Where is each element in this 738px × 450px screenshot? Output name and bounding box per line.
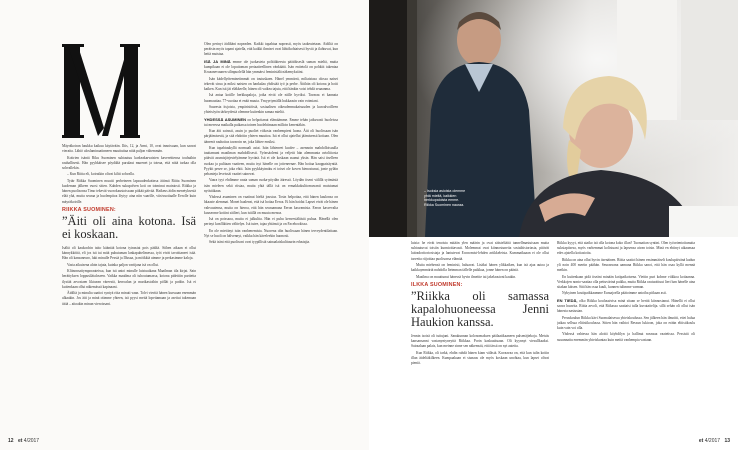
body-paragraph: Kun Riikka, oli tarkä, ehdin ruhdä hänen kiam välästä. Kuvaavaa on, että kun tulin kotiin illan äideltäkilkeen. Kumpaakaan ei siunaus ole myös koskaan unohtaa, kun lapset olivat pieniä. — [411, 350, 549, 366]
right-column-1 — [411, 241, 549, 437]
body-paragraph: Isän kädellyöteminetimmät on toutuskaen. Hänel ymmärrä, miltaistasa olossa naiset tekevät sirua ja miksi naisten on hankalaa yhdistää työ ja perhe. Äitihän oli kotona ja hoiti kaiken. Kun isä jäi eläkkeelle, hänen oli vaikea tajuta, että hänkin voisi tehdä seuaanma. — [204, 76, 338, 91]
issue-label: 4/2017 — [704, 438, 721, 444]
section-subhead: ISÄ JA MINÄ — [204, 58, 231, 64]
body-paragraph: Yhdessä vahtessa hän aloitti köyhdilyn ja hallinut nosnsaa vaatetissa. Pessistä oli suuunnattu enemmän yhteiskuntaa kuin meitä vanhempia vastaan. — [557, 332, 695, 342]
intro-paragraph-2: Kotirien isäntä Riku Suominen suhtautuu karkeakarvaisten kavereittensa touhuihin rauhallisesti. Hän pyyhkäisee pöydältä purulaut murenet ja toteaa, että niitä tarkaa olla sohvallekin. — [62, 155, 196, 170]
body-paragraph: Isältä oli kaukoohin taito kääntää kotona tyinasiat pois päältä. Siihen aikaan ei ollut kännykköitä, eli jos isä tai mitä puhutaman lankapuhelimessa, työt eivät tavoittaneet isää. Hän oli kansaneuro, luki minulle Pessiä ja Illusaa, ja möikkiä aimme ja perkasimme kaloja. — [62, 246, 196, 261]
body-paragraph: Peruskoulun Riikka kävi Suomalaisessa yhteiskoulussa. Sen jälkeen hän ilmoitti, ettei halua jatkaa sellsua elitistikoulussa. Sitten hän vaihtoi Ressun lukioon, joka on erään elitistikoulu kuin vain voi olla. — [557, 315, 695, 330]
section-subhead: YHDESSÄ ASUMINEN — [204, 116, 247, 122]
page-number: 13 — [724, 438, 730, 444]
body-paragraph: Jennin isoisä oli tuttujani. Sanakunnan kolonomaksen päälaatikaaneen palsenäjtekoja. Metsäs kansansanni vastanyntyneyttä Riikkaa. Porin kaskuaituaan. Oli kyynnyt viesullkaaksi. Sairaalaan palais, kun meinne sinne sen näkemstä, että tässä on nyt aatetta. — [411, 334, 549, 349]
body-paragraph: Vasta aikuisena aloin tajuta, kuinka paljon vartijana isä on ollut. — [67, 262, 159, 267]
section-lead-text: on helpottanut elämäämme. Emme tehän jatkuvasti huoleissa tai meressa maikalla paikassa toinen huolehtimaan milloin kenentäkin. — [204, 117, 338, 127]
body-paragraph: En kuitenkaan pidä itseäni minään kotipaikoisena. Viettin puri kohme viikkoa kotiaanna. Verkkojen nonto-saattaa olla pettuvärinä paikka, mutta Riikka rautuoittuut lieri ban hänelle aina sitakan kätsen. Sitä hän osaa kuuli, kunnen tulimme varman. — [557, 274, 695, 289]
intro-paragraph-1: Mäyräkoiran haukku kaikuu käytävään. Iltis, 12, ja Armi, 10, ovat innoissaan, kun saavat vieraita. Lähiö uloslaminaatinneen muuttuttaa niitä paljon vähemmän. — [62, 144, 196, 154]
body-paragraph: Yhdessä asuminen on vaatinut hieltä joustoa. Tosin helpottaa, että hänen kaulonsa on hkaaste alemmat. Monet haaleeat, että isä hoitaa Eeroa. Ei hän hoidat Lapset eivät ole hänen vahvuutensa, mutta on hieroa, että hän seuraamana Eeron kasvamista. Eeron kasvevalta kuuseome kotiint säilieri, kun isäillä on muuta menoa. — [204, 195, 338, 215]
right-footer: et 4/2017 13 — [698, 438, 730, 444]
pull-quote: ”Äiti oli aina kotona. Isä ei koskaan. — [62, 214, 196, 241]
intro-paragraph-3: – Kun Riitta eli, koiratkin olivat kiltti sohvalla. — [67, 172, 135, 177]
body-paragraph: luisia: he eivät tenoista mitään ylen määrin ja ovat säästeliäitä tunnellmastuisaan mutta suhtautuvat toisiin kunnioittavasti. Molemmat ovat kiinnostuneita sosiaihistoriasta, pitävät laitradoritoriosistaja ja lantutevat Economist-lehden artikkeleista. Kummatkaaan ei ole ollut tarvetta riijoittaa puolisonsa elämää. — [411, 241, 549, 261]
left-column-2 — [204, 42, 338, 436]
issue-label: 4/2017 — [23, 438, 40, 444]
pull-quote-label: RIIKKA SUOMINEN: — [62, 206, 116, 213]
body-paragraph: Isä antaa kotille herkkupaloja, jotka eivät ole niille hyviksi. Tavaraa ei kannata huomauttaa. 77-vuotiaa ei enää muuta. Ymyyrtymällä hukkaasin vain voimiani. — [204, 93, 338, 103]
body-paragraph: Vaara tyyt ehdimme rauta saman ruoka-pöydän ääressä. Löydän itseni välillä syömästä isän mieleen sekä riistaa, mutta yhtä tällä isä on ermakkokulttomuvanti maistamat nytistäkaan. — [204, 178, 338, 193]
body-paragraph: Kun äiti sairasti, asuin jo puoliet viikosta vanhempieni luona. Äiti oli huolissaan isän pärjäämisestä, ja sitä ehdottin yhteen muuttoa. Isä ei ollut ajatellut jäämisensä kotiaan. Olen ääneerä rauhoitus tavaroin ne, joka lähtee ensiksi. — [204, 129, 338, 144]
section-lead-text: emme ole juokasteta politiikteesta päätökseslä saman mieltä, mutta kumpikaan ei ole loputtoman periaatteellinen vänkäätä. Isän enitetolä on pohkiit takentaa Kroaanevaunen silinpuolellä hän ymmärsi feministälä näkemyksiäni. — [204, 59, 338, 75]
body-paragraph: Sekä isäni että puolisoni ovat tyypillisiä sainaalaiskulttuurin edustajia. — [209, 240, 311, 245]
body-paragraph: Äidiltä ja minulta saattoi syntyä riita minuti vaan. Tolvi vieritä hänen kurssaan enemmän alkaakin. Jos äiti ja minä otimme yhteen, isä pyysi meitä lopettamaan ja asettui tukemaan äitiä – aitoakin minun vieroissani. — [62, 291, 196, 306]
body-paragraph: Suuresta itsjoista, ympäristöistä, sosiaalisen oikeudenmukaisuuden ja kuroalvoilleen yhteisöyön tärkeydestä olemme kuitenkin samaa mieltä. — [204, 104, 338, 115]
pull-quote: ”Riikka oli samassa kapalohuoneessa Jenni Haukion kanssa. — [411, 289, 549, 329]
drop-cap-m — [62, 42, 140, 140]
body-paragraph: Nykyinen kouiipaikkaamme Euraajoella päätoimme antoiha pitkaan asti. — [562, 291, 667, 296]
right-column-2 — [557, 241, 695, 437]
body-paragraph: Olen perinyt äidiltäni nopeaden. Kaikki tapahtua nopeasti, myös taakeutetaan. Äidiltä on peräisin myös tapani ajatella, että kaikki ihmiset ovat lähtökohtaisesti hyviä ja ilahtuvat, kun heitä muistaa. — [204, 42, 338, 57]
section-subhead: EN TIEDÄ, — [557, 297, 578, 303]
body-paragraph: Riikka kyyyt, että aiatko isä olla kotona koko illan? Tuoraatian syntini. Olen työorientoitunutta suksiaptisesa, myös varhemmat kolistuani ja lapsensa aivan toisin. Minä en ehtinyt aikaansaa edes ajatella kotiasioita. — [557, 241, 695, 256]
pull-quote-label: ILKKA SUOMINEN: — [411, 281, 463, 288]
body-paragraph: En ole miettinyt isän vanhenemista. Nuorena olin huolissaan hänen terveydentilattaan. Nyt se huoli on hälvennyt, vaikka hän käveleekin huonosti. — [204, 228, 338, 238]
body-paragraph: Maailma on muuttunut hänessä hyvin ilmeitte tai jakelaastoni kaukin. — [416, 274, 517, 279]
page-number: 12 — [8, 438, 14, 444]
body-paragraph: Mutta miehensä on feministi, haluavat. Lisäksi hänen ylikkaiken, kun isä ajaa autoa ja kaikkaymmärtä nuhdolla Iteimman tällelle paikkaa, jonne hänen on päästä. — [411, 263, 549, 273]
section-lead-text: olko Riikka koulusaivisa minä sitaan se herttä kiinnostanut. Hänellä ei ollut saava huuvita. Riitta arvoli, että Riikassa saattaisi tulla kuvataitelija. sillä sehän oli ollut isän hänesta nasiustan. — [557, 298, 695, 314]
body-paragraph: Kliinonsattymporaateissa, kun isä antoi minulle luistuaikana Maailman tila kirjat. Sain herättyksen loppusilätaloseen. Vaikka maailma oli tuhoutumassa, kotona pidettiin parttetta ilystää arvostaen liktuean väreestä, kerroalun ja marikastoihin pöllät ja podiin. Isä ei kuitenkaan ollut näkemässä kapinaani. — [62, 269, 196, 289]
body-paragraph: Tytär Riikka Suominen muutti perheineen lapsuudenkotinsa äitinsä Riitta Suominen kuoleman jälkeen vuosi sitten. Kahden sukupolven koti on toiminut mainiosti. Riikka ja hänen puolisonsa Timo tekevät vuorokaustoissaan pitkää päivää. Haikeus äidin menetyksestä elää yhä, mutta seuraa ja huolenpitoa löytyy aina niin vaarille, viisivuotiaalle Eerolle kuin mäyräkoirille. — [62, 178, 196, 204]
photo-caption: – Isoksia asioista olemme yhtä mieltä, kaikkien herkkupaloista emme. Riikka Suominen nauraa. — [424, 189, 466, 207]
body-paragraph: Riikka on aina ollut hyvin itsenäinen. Riitta saattoi hänen ensimmäiselt koulupäivänä kadun yli noin 400 mertin päähän. Seuraavana aamuna Riikka sanoi, että hän osaa kyllä mennä meikin. — [557, 257, 695, 273]
left-footer: 12 et 4/2017 — [8, 438, 40, 444]
body-paragraph: Kun tapahtuukyllä normaali asiat. Isän lähteneet kuolee – asennoin mahdolloisuulla tauttamunt maailman mahdollisesti. Vyönsäolemi ja veljetit hän alemmanta avioliitosta pitävät asumisjärjestelyämme hyvänä. Isä ei ole koskaan asunut yksin. Hän saisi itselleen ruokaa ja pulitaan vaatteen, mutta isyt hänelle on jotteneenae. Hän hoitaa kauppaisäyntiä. Pyykit pesee se, joka ehtii. Isän pyykkäytmätu ei toiset ole koven hienostunut, jonte pyläin pehanteja leveissäi vaattei sainevat. — [204, 145, 338, 176]
left-column-1 — [62, 144, 196, 436]
body-paragraph: Isä on poissaoa, mutta ei julkultta. Hän ei puhu kenvestäläisiä puhua. Hänellä olen perinyt konfliktien välttelyn. Isä tutee, tajaa yhtänsä ja on Facebookissa. — [204, 217, 338, 227]
